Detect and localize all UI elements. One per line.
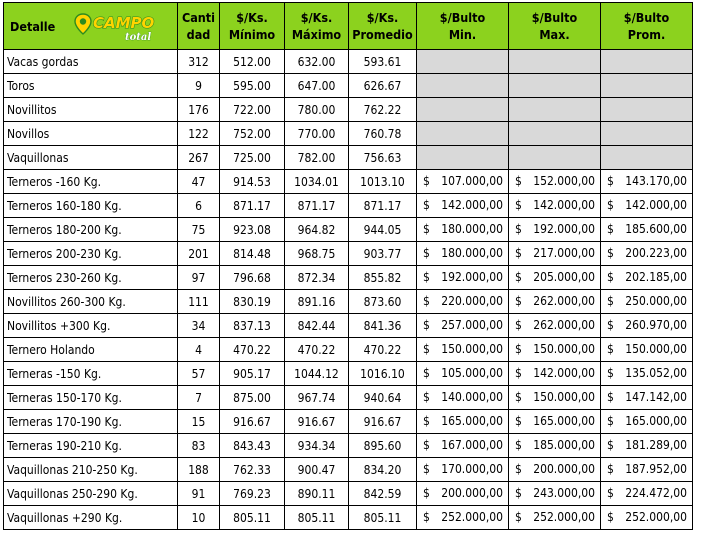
header-bulto-prom: $/Bulto Prom. [601, 3, 693, 50]
currency-amount: 180.000,00 [441, 246, 503, 260]
cell-ks-prom: 871.17 [349, 194, 417, 218]
cell-bulto-min [417, 458, 509, 482]
currency-symbol: $ [423, 342, 430, 356]
currency-symbol: $ [423, 294, 430, 308]
price-table-container [3, 2, 693, 530]
map-pin-icon [75, 14, 91, 34]
cell-bulto-prom [601, 434, 693, 458]
cell-bulto-prom-empty [601, 50, 693, 74]
cell-ks-max: 872.34 [285, 266, 349, 290]
cell-ks-prom: 470.22 [349, 338, 417, 362]
cell-bulto-max-empty [509, 98, 601, 122]
header-detalle-label: Detalle [10, 19, 56, 34]
cell-bulto-max-empty [509, 122, 601, 146]
cell-bulto-max [509, 434, 601, 458]
cell-bulto-max [509, 170, 601, 194]
cattle-price-table [3, 2, 693, 530]
cell-bulto-prom [601, 266, 693, 290]
cell-bulto-min [417, 242, 509, 266]
currency-symbol: $ [423, 318, 430, 332]
currency-symbol: $ [607, 414, 614, 428]
cell-bulto-prom [601, 362, 693, 386]
currency-amount: 180.000,00 [441, 222, 503, 236]
cell-bulto-min [417, 314, 509, 338]
cell-bulto-prom [601, 410, 693, 434]
cell-ks-min: 796.68 [220, 266, 285, 290]
cell-bulto-min [417, 362, 509, 386]
currency-symbol: $ [515, 174, 522, 188]
cell-ks-max: 871.17 [285, 194, 349, 218]
table-row [4, 482, 693, 506]
cell-bulto-max [509, 362, 601, 386]
table-row [4, 194, 693, 218]
table-row [4, 410, 693, 434]
currency-symbol: $ [515, 294, 522, 308]
cell-ks-max: 780.00 [285, 98, 349, 122]
cell-ks-prom: 916.67 [349, 410, 417, 434]
currency-symbol: $ [515, 246, 522, 260]
table-row [4, 242, 693, 266]
currency-symbol: $ [607, 198, 614, 212]
currency-amount: 217.000,00 [533, 246, 595, 260]
cell-cantidad: 267 [178, 146, 220, 170]
currency-symbol: $ [607, 462, 614, 476]
cell-detalle: Terneras -150 Kg. [4, 362, 178, 386]
table-row [4, 386, 693, 410]
cell-cantidad: 47 [178, 170, 220, 194]
cell-cantidad: 201 [178, 242, 220, 266]
cell-bulto-max [509, 338, 601, 362]
cell-bulto-prom-empty [601, 146, 693, 170]
currency-symbol: $ [607, 222, 614, 236]
currency-amount: 152.000,00 [533, 174, 595, 188]
cell-ks-max: 1034.01 [285, 170, 349, 194]
cell-detalle: Vaquillonas [4, 146, 178, 170]
cell-cantidad: 111 [178, 290, 220, 314]
cell-bulto-min [417, 386, 509, 410]
cell-ks-min: 843.43 [220, 434, 285, 458]
cell-bulto-min [417, 170, 509, 194]
cell-ks-min: 752.00 [220, 122, 285, 146]
table-row [4, 266, 693, 290]
cell-ks-min: 923.08 [220, 218, 285, 242]
cell-cantidad: 4 [178, 338, 220, 362]
cell-bulto-min [417, 482, 509, 506]
cell-bulto-prom-empty [601, 74, 693, 98]
cell-detalle: Terneras 190-210 Kg. [4, 434, 178, 458]
logo-word: CAMPO [93, 14, 155, 32]
cell-detalle: Ternero Holando [4, 338, 178, 362]
currency-symbol: $ [423, 462, 430, 476]
currency-symbol: $ [607, 270, 614, 284]
currency-symbol: $ [607, 510, 614, 524]
currency-symbol: $ [515, 270, 522, 284]
cell-ks-min: 512.00 [220, 50, 285, 74]
cell-ks-min: 830.19 [220, 290, 285, 314]
currency-symbol: $ [515, 198, 522, 212]
cell-ks-min: 916.67 [220, 410, 285, 434]
currency-amount: 243.000,00 [533, 486, 595, 500]
table-row [4, 170, 693, 194]
currency-symbol: $ [423, 438, 430, 452]
cell-detalle: Novillitos 260-300 Kg. [4, 290, 178, 314]
cell-ks-max: 647.00 [285, 74, 349, 98]
currency-symbol: $ [607, 342, 614, 356]
cell-ks-max: 890.11 [285, 482, 349, 506]
cell-bulto-min [417, 266, 509, 290]
currency-amount: 200.000,00 [441, 486, 503, 500]
cell-ks-max: 891.16 [285, 290, 349, 314]
cell-bulto-max [509, 194, 601, 218]
cell-cantidad: 75 [178, 218, 220, 242]
cell-ks-max: 1044.12 [285, 362, 349, 386]
cell-detalle: Novillos [4, 122, 178, 146]
cell-detalle: Terneros -160 Kg. [4, 170, 178, 194]
cell-ks-max: 470.22 [285, 338, 349, 362]
cell-ks-prom: 940.64 [349, 386, 417, 410]
currency-symbol: $ [423, 198, 430, 212]
header-bulto-min: $/Bulto Min. [417, 3, 509, 50]
currency-symbol: $ [607, 174, 614, 188]
cell-ks-min: 595.00 [220, 74, 285, 98]
cell-detalle: Terneras 170-190 Kg. [4, 410, 178, 434]
cell-bulto-prom [601, 242, 693, 266]
cell-detalle: Terneros 180-200 Kg. [4, 218, 178, 242]
cell-bulto-prom [601, 290, 693, 314]
cell-ks-max: 916.67 [285, 410, 349, 434]
currency-amount: 165.000,00 [441, 414, 503, 428]
cell-bulto-min [417, 290, 509, 314]
cell-ks-min: 914.53 [220, 170, 285, 194]
cell-bulto-max [509, 242, 601, 266]
currency-symbol: $ [423, 270, 430, 284]
currency-amount: 262.000,00 [533, 294, 595, 308]
table-row [4, 218, 693, 242]
cell-ks-prom: 1013.10 [349, 170, 417, 194]
currency-symbol: $ [515, 342, 522, 356]
cell-cantidad: 9 [178, 74, 220, 98]
cell-cantidad: 57 [178, 362, 220, 386]
currency-symbol: $ [423, 222, 430, 236]
currency-symbol: $ [607, 390, 614, 404]
cell-bulto-prom [601, 506, 693, 530]
cell-ks-max: 842.44 [285, 314, 349, 338]
currency-symbol: $ [515, 318, 522, 332]
currency-amount: 181.289,00 [625, 438, 687, 452]
cell-bulto-min [417, 506, 509, 530]
cell-bulto-max [509, 482, 601, 506]
currency-amount: 143.170,00 [625, 174, 687, 188]
cell-bulto-prom [601, 338, 693, 362]
cell-cantidad: 312 [178, 50, 220, 74]
cell-cantidad: 97 [178, 266, 220, 290]
currency-amount: 262.000,00 [533, 318, 595, 332]
currency-amount: 167.000,00 [441, 438, 503, 452]
currency-symbol: $ [607, 486, 614, 500]
cell-ks-max: 782.00 [285, 146, 349, 170]
header-row [4, 3, 693, 50]
currency-symbol: $ [515, 222, 522, 236]
cell-ks-prom: 762.22 [349, 98, 417, 122]
cell-ks-prom: 855.82 [349, 266, 417, 290]
currency-symbol: $ [423, 390, 430, 404]
currency-amount: 150.000,00 [533, 390, 595, 404]
cell-bulto-min-empty [417, 122, 509, 146]
cell-ks-max: 964.82 [285, 218, 349, 242]
table-row [4, 74, 693, 98]
cell-ks-prom: 903.77 [349, 242, 417, 266]
cell-ks-prom: 841.36 [349, 314, 417, 338]
currency-amount: 205.000,00 [533, 270, 595, 284]
cell-ks-min: 905.17 [220, 362, 285, 386]
cell-detalle: Toros [4, 74, 178, 98]
cell-cantidad: 91 [178, 482, 220, 506]
currency-symbol: $ [515, 462, 522, 476]
table-row [4, 314, 693, 338]
currency-symbol: $ [607, 318, 614, 332]
currency-amount: 257.000,00 [441, 318, 503, 332]
logo-sub: total [125, 32, 152, 42]
currency-symbol: $ [607, 438, 614, 452]
cell-bulto-max [509, 314, 601, 338]
cell-ks-max: 770.00 [285, 122, 349, 146]
cell-bulto-min [417, 338, 509, 362]
cell-cantidad: 34 [178, 314, 220, 338]
currency-amount: 220.000,00 [441, 294, 503, 308]
currency-amount: 250.000,00 [625, 294, 687, 308]
currency-amount: 252.000,00 [441, 510, 503, 524]
cell-bulto-max-empty [509, 146, 601, 170]
cell-ks-prom: 944.05 [349, 218, 417, 242]
cell-ks-max: 934.34 [285, 434, 349, 458]
currency-amount: 165.000,00 [533, 414, 595, 428]
cell-bulto-prom [601, 458, 693, 482]
currency-amount: 150.000,00 [441, 342, 503, 356]
cell-detalle: Novillitos +300 Kg. [4, 314, 178, 338]
cell-detalle: Terneras 150-170 Kg. [4, 386, 178, 410]
cell-bulto-prom [601, 386, 693, 410]
cell-cantidad: 83 [178, 434, 220, 458]
cell-detalle: Terneros 160-180 Kg. [4, 194, 178, 218]
cell-detalle: Vacas gordas [4, 50, 178, 74]
cell-bulto-max [509, 290, 601, 314]
currency-amount: 147.142,00 [625, 390, 687, 404]
cell-bulto-max [509, 266, 601, 290]
cell-ks-prom: 756.63 [349, 146, 417, 170]
cell-ks-prom: 842.59 [349, 482, 417, 506]
campo-total-logo [74, 12, 166, 42]
cell-ks-min: 871.17 [220, 194, 285, 218]
cell-bulto-max [509, 458, 601, 482]
cell-ks-min: 769.23 [220, 482, 285, 506]
currency-symbol: $ [515, 366, 522, 380]
currency-amount: 140.000,00 [441, 390, 503, 404]
cell-detalle: Terneros 230-260 Kg. [4, 266, 178, 290]
cell-ks-max: 968.75 [285, 242, 349, 266]
header-detalle [4, 3, 178, 50]
cell-ks-min: 837.13 [220, 314, 285, 338]
cell-cantidad: 122 [178, 122, 220, 146]
currency-amount: 252.000,00 [533, 510, 595, 524]
currency-amount: 224.472,00 [625, 486, 687, 500]
cell-cantidad: 10 [178, 506, 220, 530]
currency-amount: 200.000,00 [533, 462, 595, 476]
cell-bulto-max-empty [509, 50, 601, 74]
cell-bulto-prom [601, 314, 693, 338]
cell-ks-min: 470.22 [220, 338, 285, 362]
currency-symbol: $ [515, 414, 522, 428]
currency-amount: 107.000,00 [441, 174, 503, 188]
cell-bulto-max [509, 386, 601, 410]
header-ks-max: $/Ks. Máximo [285, 3, 349, 50]
currency-symbol: $ [607, 246, 614, 260]
currency-symbol: $ [423, 366, 430, 380]
currency-amount: 192.000,00 [533, 222, 595, 236]
currency-symbol: $ [515, 438, 522, 452]
cell-detalle: Terneros 200-230 Kg. [4, 242, 178, 266]
header-cantidad: Canti dad [178, 3, 220, 50]
currency-symbol: $ [423, 510, 430, 524]
cell-ks-min: 805.11 [220, 506, 285, 530]
cell-ks-prom: 626.67 [349, 74, 417, 98]
cell-bulto-prom [601, 170, 693, 194]
currency-amount: 150.000,00 [625, 342, 687, 356]
cell-bulto-min-empty [417, 50, 509, 74]
table-row [4, 98, 693, 122]
currency-amount: 150.000,00 [533, 342, 595, 356]
currency-amount: 135.052,00 [625, 366, 687, 380]
currency-symbol: $ [515, 486, 522, 500]
currency-amount: 142.000,00 [533, 366, 595, 380]
table-row [4, 290, 693, 314]
currency-amount: 200.223,00 [625, 246, 687, 260]
cell-cantidad: 6 [178, 194, 220, 218]
cell-bulto-min-empty [417, 146, 509, 170]
cell-ks-prom: 1016.10 [349, 362, 417, 386]
cell-bulto-min-empty [417, 74, 509, 98]
cell-ks-prom: 895.60 [349, 434, 417, 458]
currency-symbol: $ [423, 174, 430, 188]
cell-ks-max: 632.00 [285, 50, 349, 74]
cell-bulto-min [417, 218, 509, 242]
table-body [4, 50, 693, 530]
currency-amount: 185.600,00 [625, 222, 687, 236]
currency-symbol: $ [515, 510, 522, 524]
cell-ks-min: 725.00 [220, 146, 285, 170]
cell-bulto-max [509, 506, 601, 530]
cell-bulto-prom [601, 218, 693, 242]
header-bulto-max: $/Bulto Max. [509, 3, 601, 50]
header-ks-prom: $/Ks. Promedio [349, 3, 417, 50]
currency-amount: 142.000,00 [441, 198, 503, 212]
currency-symbol: $ [423, 414, 430, 428]
table-row [4, 338, 693, 362]
table-row [4, 146, 693, 170]
cell-ks-min: 875.00 [220, 386, 285, 410]
currency-amount: 165.000,00 [625, 414, 687, 428]
cell-ks-max: 805.11 [285, 506, 349, 530]
currency-symbol: $ [423, 246, 430, 260]
cell-ks-prom: 593.61 [349, 50, 417, 74]
cell-cantidad: 176 [178, 98, 220, 122]
cell-bulto-min [417, 410, 509, 434]
cell-bulto-min [417, 194, 509, 218]
currency-symbol: $ [607, 366, 614, 380]
currency-symbol: $ [423, 486, 430, 500]
cell-detalle: Vaquillonas +290 Kg. [4, 506, 178, 530]
cell-bulto-min-empty [417, 98, 509, 122]
cell-cantidad: 15 [178, 410, 220, 434]
cell-bulto-prom [601, 482, 693, 506]
cell-bulto-prom-empty [601, 122, 693, 146]
cell-bulto-max [509, 410, 601, 434]
currency-amount: 185.000,00 [533, 438, 595, 452]
table-row [4, 506, 693, 530]
cell-ks-prom: 805.11 [349, 506, 417, 530]
currency-amount: 170.000,00 [441, 462, 503, 476]
table-row [4, 434, 693, 458]
table-row [4, 50, 693, 74]
currency-amount: 252.000,00 [625, 510, 687, 524]
cell-ks-min: 722.00 [220, 98, 285, 122]
cell-ks-min: 762.33 [220, 458, 285, 482]
currency-amount: 187.952,00 [625, 462, 687, 476]
currency-symbol: $ [515, 390, 522, 404]
cell-cantidad: 188 [178, 458, 220, 482]
currency-amount: 202.185,00 [625, 270, 687, 284]
cell-detalle: Vaquillonas 210-250 Kg. [4, 458, 178, 482]
table-row [4, 362, 693, 386]
header-ks-min: $/Ks. Mínimo [220, 3, 285, 50]
cell-bulto-prom-empty [601, 98, 693, 122]
cell-detalle: Novillitos [4, 98, 178, 122]
table-row [4, 122, 693, 146]
currency-amount: 105.000,00 [441, 366, 503, 380]
cell-ks-max: 967.74 [285, 386, 349, 410]
cell-bulto-min [417, 434, 509, 458]
cell-ks-prom: 834.20 [349, 458, 417, 482]
cell-bulto-max [509, 218, 601, 242]
cell-ks-max: 900.47 [285, 458, 349, 482]
currency-amount: 142.000,00 [533, 198, 595, 212]
cell-cantidad: 7 [178, 386, 220, 410]
currency-symbol: $ [607, 294, 614, 308]
cell-detalle: Vaquillonas 250-290 Kg. [4, 482, 178, 506]
currency-amount: 142.000,00 [625, 198, 687, 212]
cell-ks-prom: 760.78 [349, 122, 417, 146]
cell-ks-min: 814.48 [220, 242, 285, 266]
cell-bulto-prom [601, 194, 693, 218]
cell-ks-prom: 873.60 [349, 290, 417, 314]
cell-bulto-max-empty [509, 74, 601, 98]
table-row [4, 458, 693, 482]
currency-amount: 192.000,00 [441, 270, 503, 284]
currency-amount: 260.970,00 [625, 318, 687, 332]
